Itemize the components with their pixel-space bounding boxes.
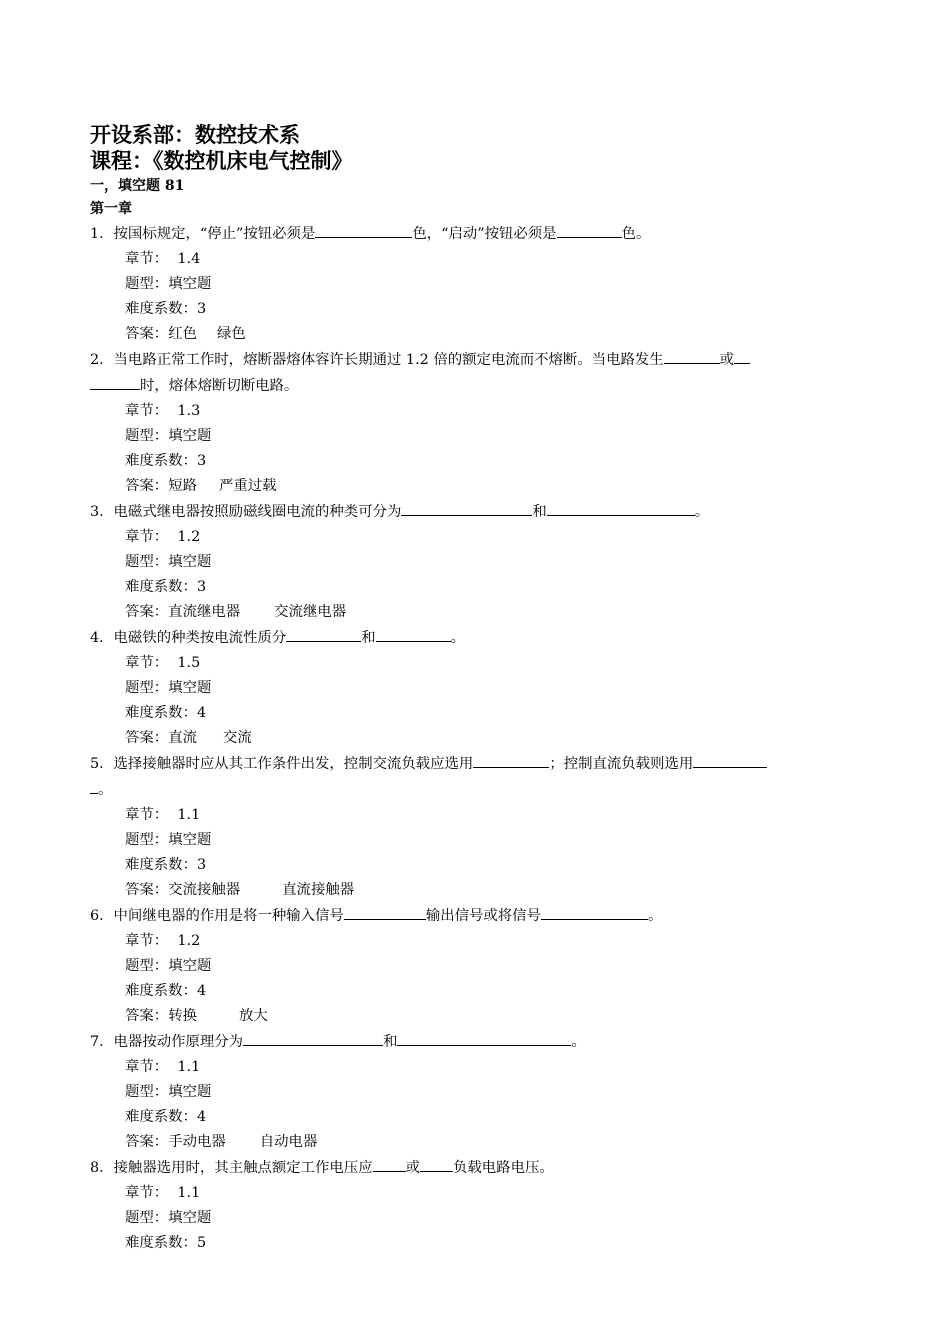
question-8-type: 题型：填空题 xyxy=(125,1210,212,1226)
question-7-type: 题型：填空题 xyxy=(125,1084,212,1100)
answer-blank xyxy=(693,751,767,768)
question-6: 6．中间继电器的作用是将一种输入信号 输出信号或将信号 。 xyxy=(90,903,865,929)
question-4: 4．电磁铁的种类按电流性质分 和 。 xyxy=(90,625,865,651)
answer-blank xyxy=(344,903,426,920)
question-5-type: 题型：填空题 xyxy=(125,832,212,848)
question-6-type: 题型：填空题 xyxy=(125,958,212,974)
question-3: 3．电磁式继电器按照励磁线圈电流的种类可分为 和 。 xyxy=(90,499,865,525)
question-2-difficulty: 难度系数：3 xyxy=(125,453,207,469)
question-4-answer: 答案：直流 交流 xyxy=(125,730,252,746)
answer-blank xyxy=(373,1155,406,1172)
document-page xyxy=(90,122,865,1256)
question-7-chapter: 章节： 1.1 xyxy=(125,1059,201,1075)
question-3-chapter: 章节： 1.2 xyxy=(125,529,201,545)
question-1-answer: 答案：红色 绿色 xyxy=(125,326,246,342)
question-1: 1．按国标规定，“停止”按钮必须是 色，“启动”按钮必须是 色。 xyxy=(90,221,865,247)
answer-blank xyxy=(473,751,549,768)
question-2-type: 题型：填空题 xyxy=(125,428,212,444)
question-1-type: 题型：填空题 xyxy=(125,276,212,292)
question-5-answer: 答案：交流接触器 直流接触器 xyxy=(125,882,355,898)
question-8-difficulty: 难度系数：5 xyxy=(125,1235,207,1251)
question-3-difficulty: 难度系数：3 xyxy=(125,579,207,595)
question-4-difficulty: 难度系数：4 xyxy=(125,705,207,721)
course-heading: 课程：《数控机床电气控制》 xyxy=(90,148,353,173)
question-7-difficulty: 难度系数：4 xyxy=(125,1109,207,1125)
question-5-chapter: 章节： 1.1 xyxy=(125,807,201,823)
answer-blank xyxy=(420,1155,453,1172)
answer-blank xyxy=(286,625,361,642)
answer-blank xyxy=(376,625,451,642)
answer-blank xyxy=(90,373,140,390)
question-5-difficulty: 难度系数：3 xyxy=(125,857,207,873)
answer-blank xyxy=(401,499,532,516)
question-3-type: 题型：填空题 xyxy=(125,554,212,570)
answer-blank xyxy=(541,903,648,920)
chapter-heading: 第一章 xyxy=(90,201,132,217)
department-heading: 开设系部：数控技术系 xyxy=(90,122,300,147)
answer-blank xyxy=(557,221,622,238)
answer-blank xyxy=(734,347,750,364)
answer-blank xyxy=(664,347,720,364)
question-1-difficulty: 难度系数：3 xyxy=(125,301,207,317)
question-6-chapter: 章节： 1.2 xyxy=(125,933,201,949)
question-4-chapter: 章节： 1.5 xyxy=(125,655,201,671)
question-8: 8．接触器选用时，其主触点额定工作电压应 或 负载电路电压。 xyxy=(90,1155,865,1181)
question-7-answer: 答案：手动电器 自动电器 xyxy=(125,1134,318,1150)
question-6-answer: 答案：转换 放大 xyxy=(125,1008,268,1024)
question-2: 2．当电路正常工作时，熔断器熔体容许长期通过 1.2 倍的额定电流而不熔断。当电路发生 或 时，熔体熔断切断电路。 xyxy=(90,347,865,399)
question-2-chapter: 章节： 1.3 xyxy=(125,403,201,419)
question-5: 5．选择接触器时应从其工作条件出发，控制交流负载应选用 ；控制直流负载则选用 。 xyxy=(90,751,865,803)
question-6-difficulty: 难度系数：4 xyxy=(125,983,207,999)
answer-blank xyxy=(90,777,98,794)
answer-blank xyxy=(243,1029,383,1046)
question-4-type: 题型：填空题 xyxy=(125,680,212,696)
question-2-answer: 答案：短路 严重过载 xyxy=(125,478,277,494)
section-heading: 一，填空题 81 xyxy=(90,178,185,194)
answer-blank xyxy=(547,499,695,516)
answer-blank xyxy=(397,1029,571,1046)
question-3-answer: 答案：直流继电器 交流继电器 xyxy=(125,604,347,620)
question-7: 7．电器按动作原理分为 和 。 xyxy=(90,1029,865,1055)
question-8-chapter: 章节： 1.1 xyxy=(125,1185,201,1201)
question-1-chapter: 章节： 1.4 xyxy=(125,251,201,267)
answer-blank xyxy=(315,221,412,238)
